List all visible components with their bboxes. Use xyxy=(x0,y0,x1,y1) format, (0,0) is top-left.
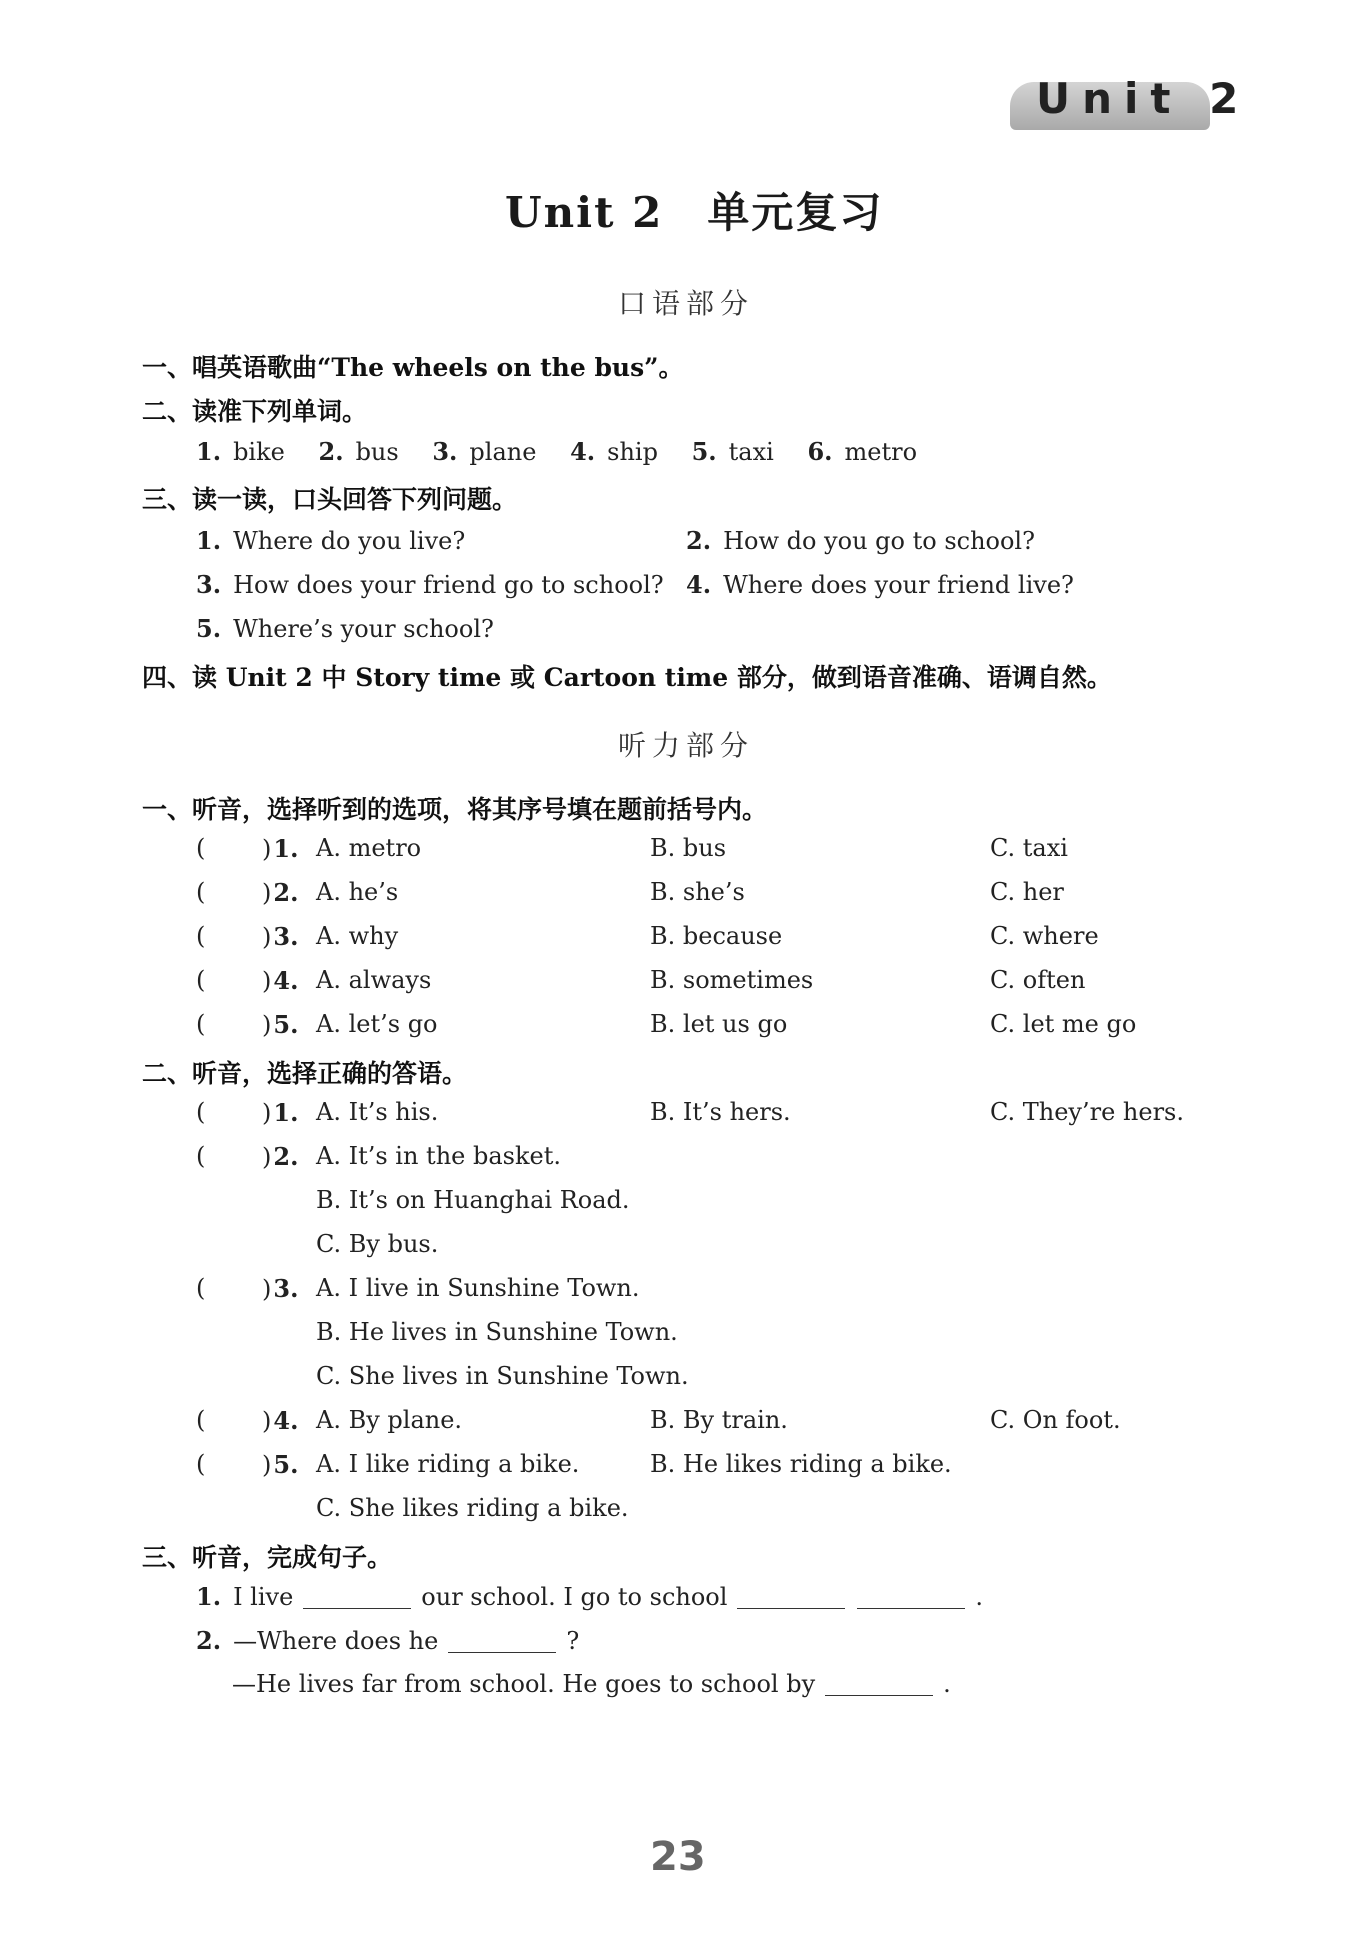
oral-q1-heading: 一、唱英语歌曲“The wheels on the bus”。 xyxy=(142,353,684,382)
question-number: )2. xyxy=(262,1142,299,1171)
option-a: A. metro xyxy=(316,834,422,862)
option-a: A. always xyxy=(316,966,432,994)
word-list xyxy=(196,437,917,466)
word-item: 5. taxi xyxy=(691,437,774,466)
listening-part2-heading: 二、听音，选择正确的答语。 xyxy=(142,1059,468,1088)
answer-bracket-open: ( xyxy=(196,1406,206,1434)
option-c: C. On foot. xyxy=(990,1406,1121,1434)
option-c: C. let me go xyxy=(990,1010,1137,1038)
option-a: A. I like riding a bike. xyxy=(316,1450,580,1478)
answer-bracket-open: ( xyxy=(196,1274,206,1302)
word-item: 3. plane xyxy=(432,437,537,466)
question-number: )4. xyxy=(262,1406,299,1435)
option-c: C. They’re hers. xyxy=(990,1098,1185,1126)
oral-question: 1. Where do you live? xyxy=(196,526,466,555)
option-c: C. her xyxy=(990,878,1064,906)
question-number: )1. xyxy=(262,1098,299,1127)
answer-blank[interactable] xyxy=(857,1586,965,1609)
oral-q2-heading: 二、读准下列单词。 xyxy=(142,397,368,426)
option-b: B. He likes riding a bike. xyxy=(650,1450,952,1478)
answer-bracket-open: ( xyxy=(196,1010,206,1038)
answer-blank[interactable] xyxy=(737,1586,845,1609)
question-number: )4. xyxy=(262,966,299,995)
option-c: C. She lives in Sunshine Town. xyxy=(316,1362,689,1390)
question-number: )5. xyxy=(262,1450,299,1479)
option-b: B. bus xyxy=(650,834,727,862)
word-item: 6. metro xyxy=(807,437,918,466)
page-title: Unit 2 单元复习 xyxy=(505,188,884,237)
oral-q4-heading: 四、读 Unit 2 中 Story time 或 Cartoon time 部分，做到语音准确、语调自然。 xyxy=(142,663,1112,692)
option-b: B. because xyxy=(650,922,783,950)
answer-blank[interactable] xyxy=(448,1630,556,1653)
answer-bracket-open: ( xyxy=(196,966,206,994)
oral-question: 5. Where’s your school? xyxy=(196,614,494,643)
option-a: A. By plane. xyxy=(316,1406,463,1434)
question-number: )3. xyxy=(262,922,299,951)
answer-bracket-open: ( xyxy=(196,878,206,906)
answer-blank[interactable] xyxy=(825,1673,933,1696)
question-number: )2. xyxy=(262,878,299,907)
word-item: 1. bike xyxy=(196,437,285,466)
answer-blank[interactable] xyxy=(303,1586,411,1609)
word-item: 2. bus xyxy=(318,437,399,466)
option-a: A. It’s in the basket. xyxy=(316,1142,561,1170)
listening-part3-heading: 三、听音，完成句子。 xyxy=(142,1543,393,1572)
option-b: B. He lives in Sunshine Town. xyxy=(316,1318,678,1346)
option-c: C. She likes riding a bike. xyxy=(316,1494,629,1522)
option-b: B. let us go xyxy=(650,1010,788,1038)
answer-bracket-open: ( xyxy=(196,922,206,950)
listening-section-title: 听力部分 xyxy=(618,729,755,762)
word-item: 4. ship xyxy=(570,437,658,466)
answer-bracket-open: ( xyxy=(196,1450,206,1478)
question-number: )5. xyxy=(262,1010,299,1039)
option-b: B. she’s xyxy=(650,878,745,906)
option-a: A. let’s go xyxy=(316,1010,438,1038)
answer-bracket-open: ( xyxy=(196,1142,206,1170)
question-number: )1. xyxy=(262,834,299,863)
option-a: A. he’s xyxy=(316,878,399,906)
answer-bracket-open: ( xyxy=(196,1098,206,1126)
oral-question: 2. How do you go to school? xyxy=(686,526,1035,555)
oral-question: 3. How does your friend go to school? xyxy=(196,570,664,599)
option-c: C. often xyxy=(990,966,1086,994)
option-b: B. It’s hers. xyxy=(650,1098,791,1126)
oral-q3-heading: 三、读一读，口头回答下列问题。 xyxy=(142,485,518,514)
option-a: A. It’s his. xyxy=(316,1098,439,1126)
option-a: A. I live in Sunshine Town. xyxy=(316,1274,640,1302)
option-b: B. By train. xyxy=(650,1406,788,1434)
option-b: B. It’s on Huanghai Road. xyxy=(316,1186,630,1214)
question-number: )3. xyxy=(262,1274,299,1303)
option-c: C. taxi xyxy=(990,834,1068,862)
fill-sentence-2: 2. —Where does he ? xyxy=(196,1626,580,1655)
oral-section-title: 口语部分 xyxy=(618,287,755,320)
option-c: C. By bus. xyxy=(316,1230,439,1258)
fill-sentence-1: 1. I live our school. I go to school . xyxy=(196,1582,984,1611)
listening-part1-heading: 一、听音，选择听到的选项，将其序号填在题前括号内。 xyxy=(142,795,768,824)
page-number: 23 xyxy=(650,1834,706,1880)
oral-question: 4. Where does your friend live? xyxy=(686,570,1074,599)
option-b: B. sometimes xyxy=(650,966,814,994)
answer-bracket-open: ( xyxy=(196,834,206,862)
fill-sentence-3: —He lives far from school. He goes to school by . xyxy=(232,1670,951,1698)
option-a: A. why xyxy=(316,922,399,950)
option-c: C. where xyxy=(990,922,1099,950)
unit-badge: Unit 2 xyxy=(1036,74,1251,123)
